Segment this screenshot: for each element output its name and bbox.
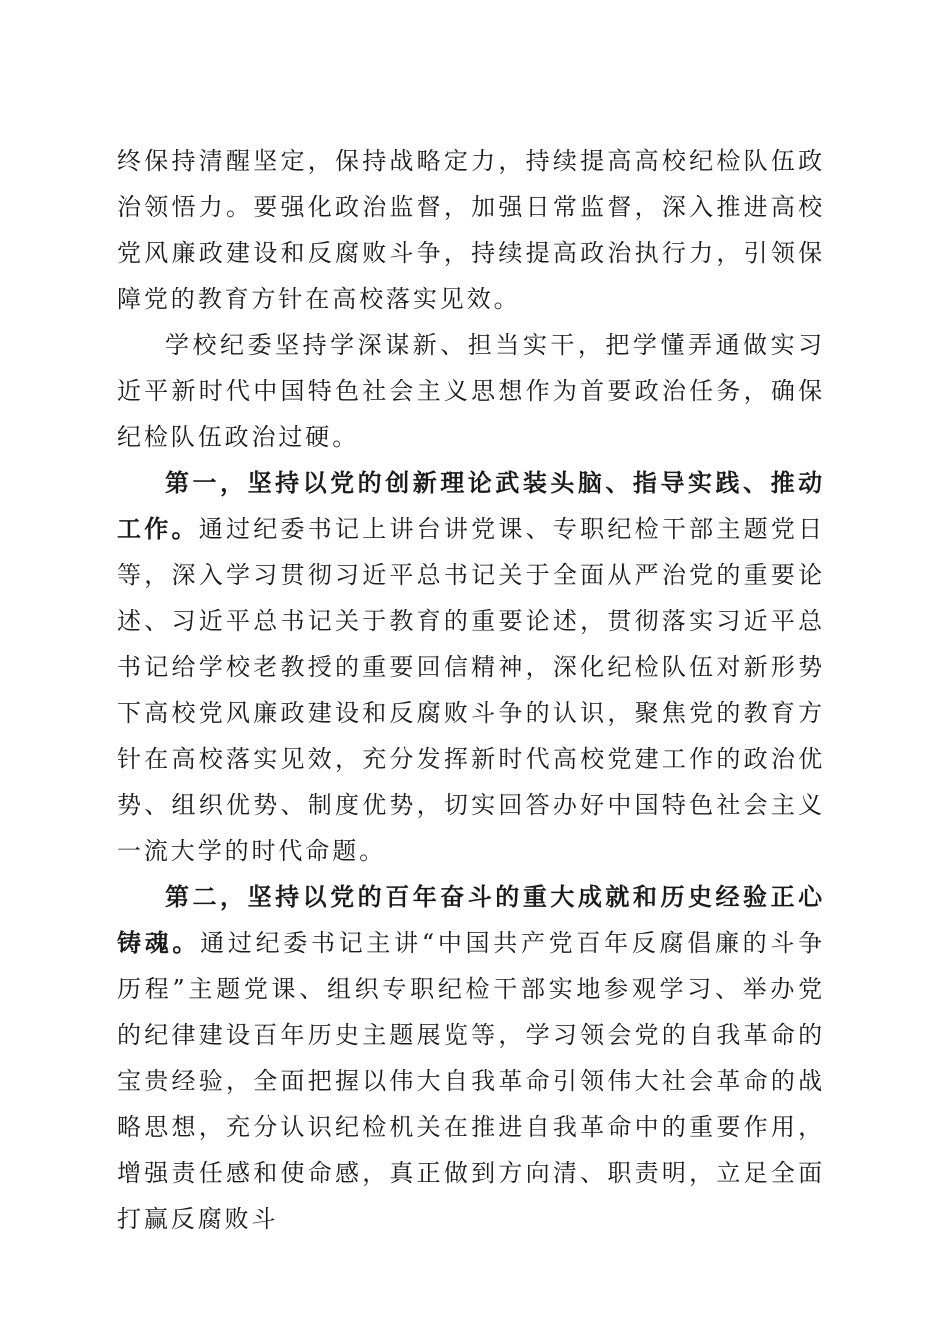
paragraph-text: 通过纪委书记上讲台讲党课、专职纪检干部主题党日等，深入学习贯彻习近平总书记关于全面从严治党的重要论述、习近平总书记关于教育的重要论述，贯彻落实习近平总书记给学校老教授的重要回信精神，深化纪检队伍对新形势下高校党风廉政建设和反腐败斗争的认识，聚焦党的教育方针在高校落实见效，充分发挥新时代高校党建工作的政治优势、组织优势、制度优势，切实回答办好中国特色社会主义一流大学的时代命题。 [117, 515, 825, 865]
paragraph-school-commission [117, 322, 825, 460]
paragraph-text: 学校纪委坚持学深谋新、担当实干，把学懂弄通做实习近平新时代中国特色社会主义思想作为首要政治任务，确保纪检队伍政治过硬。 [117, 331, 825, 451]
paragraph-second-point [117, 874, 825, 1242]
paragraph-continued-from-previous-page [117, 138, 825, 322]
paragraph-lead-heading: 第二，坚持以党的百年奋斗的重大成就和历史经验正心铸魂。 [117, 882, 825, 957]
document-page [117, 138, 825, 1242]
paragraph-first-point [117, 460, 825, 874]
paragraph-lead-heading: 第一，坚持以党的创新理论武装头脑、指导实践、推动工作。 [117, 468, 825, 543]
paragraph-text: 终保持清醒坚定，保持战略定力，持续提高高校纪检队伍政治领悟力。要强化政治监督，加强日常监督，深入推进高校党风廉政建设和反腐败斗争，持续提高政治执行力，引领保障党的教育方针在高校落实见效。 [117, 147, 825, 313]
paragraph-text: 通过纪委书记主讲“中国共产党百年反腐倡廉的斗争历程”主题党课、组织专职纪检干部实地参观学习、举办党的纪律建设百年历史主题展览等，学习领会党的自我革命的宝贵经验，全面把握以伟大自我革命引领伟大社会革命的战略思想，充分认识纪检机关在推进自我革命中的重要作用，增强责任感和使命感，真正做到方向清、职责明，立足全面打赢反腐败斗 [117, 929, 825, 1233]
